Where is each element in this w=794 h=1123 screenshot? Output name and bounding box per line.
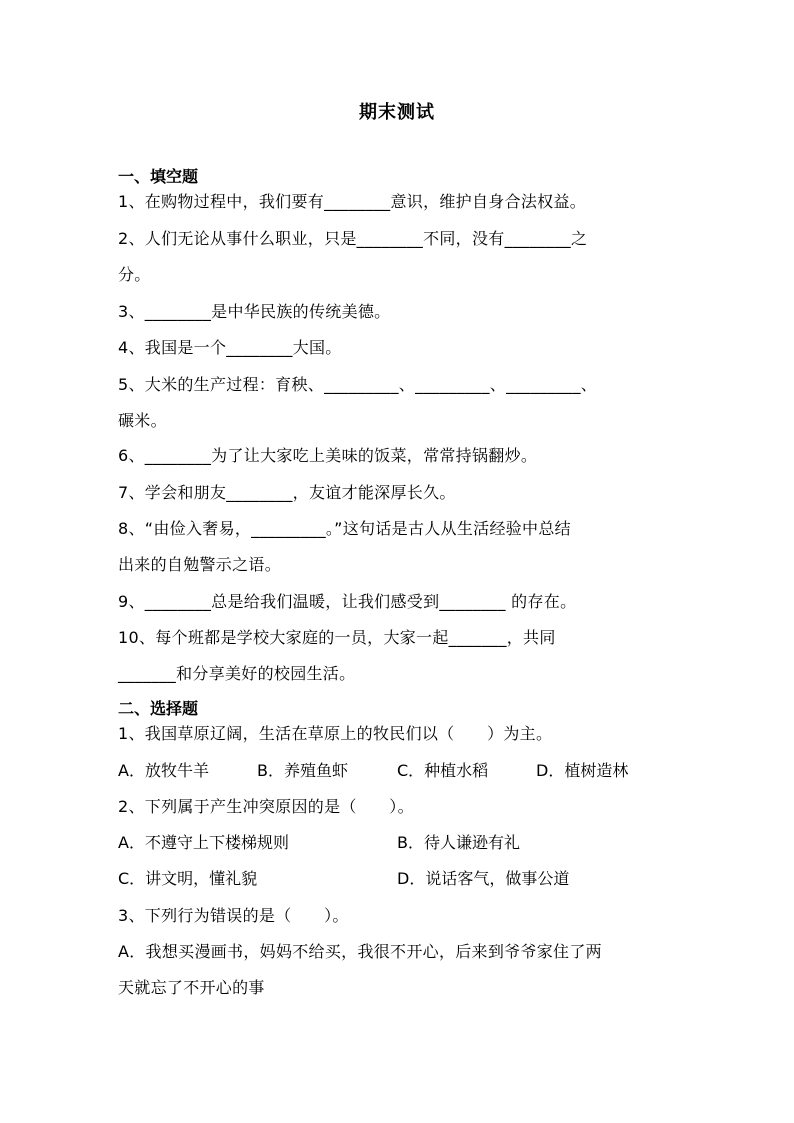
option-c: C．讲文明，懂礼貌 bbox=[118, 869, 258, 888]
option-a: A．放牧牛羊 bbox=[118, 761, 209, 780]
option-b: B．养殖鱼虾 bbox=[257, 761, 348, 780]
fill-blank-line: 9、________总是给我们温暖，让我们感受到________ 的存在。 bbox=[118, 592, 577, 611]
option-d: D．说话客气，做事公道 bbox=[397, 869, 570, 888]
fill-blank-line: 10、每个班都是学校大家庭的一员，大家一起_______，共同 bbox=[118, 628, 556, 647]
fill-blank-line: 7、学会和朋友________，友谊才能深厚长久。 bbox=[118, 483, 456, 502]
question-stem: 2、下列属于产生冲突原因的是（ ）。 bbox=[118, 797, 414, 816]
fill-blank-line: 碾米。 bbox=[118, 411, 167, 430]
option-c: C．种植水稻 bbox=[397, 761, 489, 780]
fill-blank-line: 4、我国是一个________大国。 bbox=[118, 338, 342, 357]
fill-blank-line: 出来的自勉警示之语。 bbox=[118, 555, 282, 574]
fill-blank-line: 2、人们无论从事什么职业，只是________不同，没有________之 bbox=[118, 229, 588, 248]
fill-blank-line: 8、“由俭入奢易，_________。”这句话是古人从生活经验中总结 bbox=[118, 519, 571, 538]
option-a-line: 天就忘了不开心的事 bbox=[118, 978, 265, 997]
fill-blank-line: 1、在购物过程中，我们要有________意识，维护自身合法权益。 bbox=[118, 192, 587, 211]
page-title: 期末测试 bbox=[359, 102, 435, 123]
fill-blank-line: _______和分享美好的校园生活。 bbox=[118, 664, 356, 683]
option-b: B．待人谦逊有礼 bbox=[397, 833, 520, 852]
question-stem: 1、我国草原辽阔，生活在草原上的牧民们以（ ）为主。 bbox=[118, 724, 553, 743]
fill-blank-line: 3、________是中华民族的传统美德。 bbox=[118, 302, 391, 321]
fill-blank-line: 6、________为了让大家吃上美味的饭菜，常常持锅翻炒。 bbox=[118, 446, 538, 465]
fill-blank-line: 分。 bbox=[118, 265, 151, 284]
section-heading-fill-blank: 一、填空题 bbox=[118, 167, 199, 186]
option-a-line: A．我想买漫画书，妈妈不给买，我很不开心，后来到爷爷家住了两 bbox=[118, 942, 602, 961]
option-d: D．植树造林 bbox=[536, 761, 629, 780]
section-heading-multiple-choice: 二、选择题 bbox=[118, 699, 199, 718]
question-stem: 3、下列行为错误的是（ ）。 bbox=[118, 906, 349, 925]
option-a: A．不遵守上下楼梯规则 bbox=[118, 833, 289, 852]
fill-blank-line: 5、大米的生产过程：育秧、_________、_________、_________、 bbox=[118, 375, 598, 394]
